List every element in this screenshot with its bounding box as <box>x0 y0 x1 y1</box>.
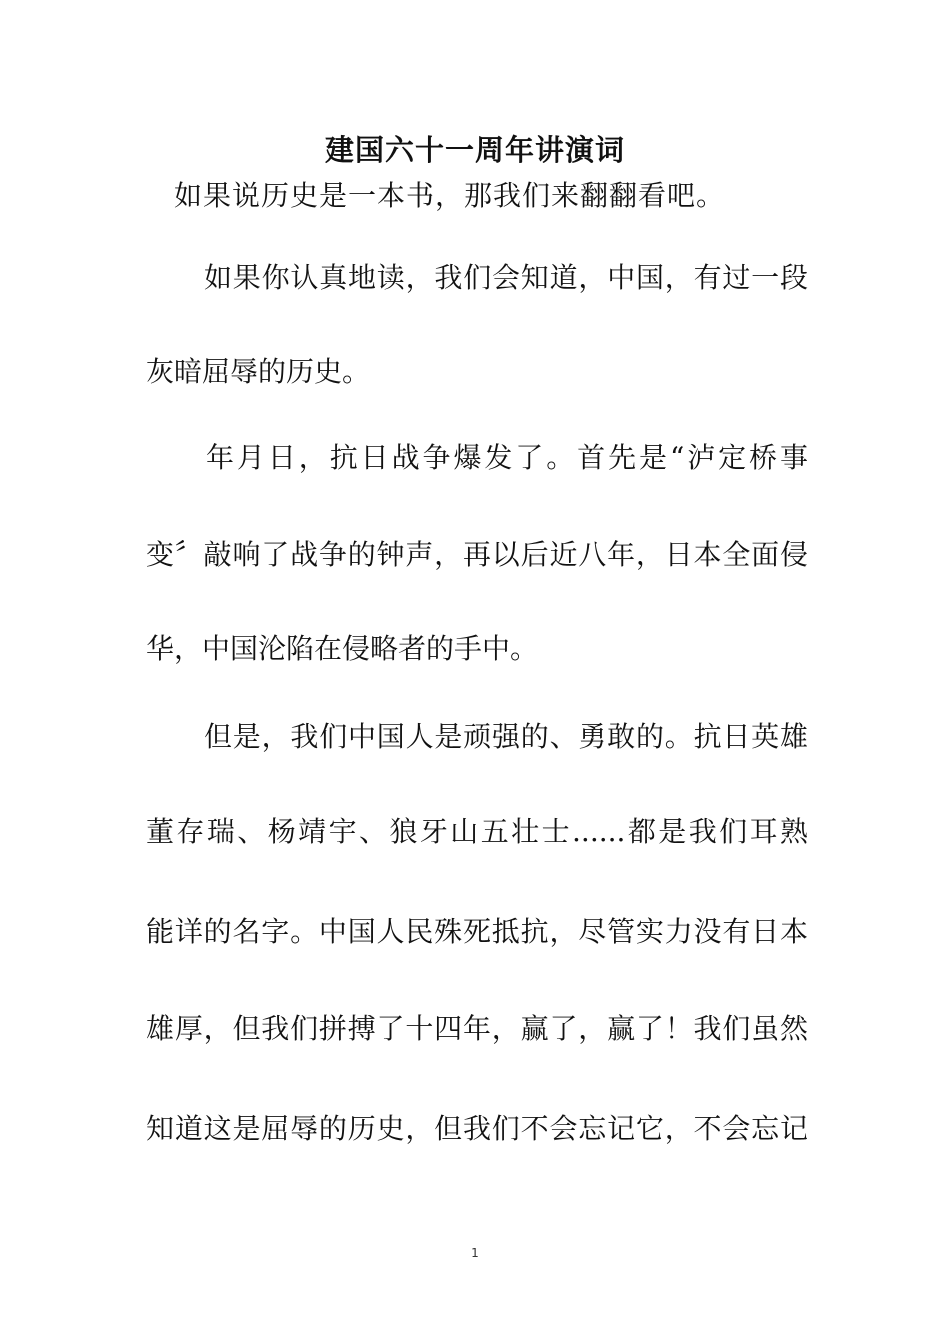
paragraph-line: 知道这是屈辱的历史，但我们不会忘记它，不会忘记 <box>146 1112 808 1145</box>
paragraph-line: 雄厚，但我们拼搏了十四年，赢了，赢了！我们虽然 <box>146 1012 808 1045</box>
paragraph-line: 灰暗屈辱的历史。 <box>146 355 371 388</box>
page-number: 1 <box>471 1246 479 1260</box>
paragraph-line: 华，中国沦陷在侵略者的手中。 <box>146 632 539 665</box>
paragraph-line: 如果你认真地读，我们会知道，中国，有过一段 <box>204 261 808 294</box>
paragraph-line: 但是，我们中国人是顽强的、勇敢的。抗日英雄 <box>204 720 808 753</box>
paragraph-line: 如果说历史是一本书，那我们来翻翻看吧。 <box>174 179 726 212</box>
paragraph-line: 董存瑞、杨靖宇、狼牙山五壮士......都是我们耳熟 <box>146 815 808 848</box>
paragraph-line: 能详的名字。中国人民殊死抵抗，尽管实力没有日本 <box>146 915 808 948</box>
document-title: 建国六十一周年讲演词 <box>324 133 625 167</box>
paragraph-line: 变〞敲响了战争的钟声，再以后近八年，日本全面侵 <box>146 538 808 571</box>
paragraph-line: 年月日，抗日战争爆发了。首先是“泸定桥事 <box>206 441 808 474</box>
